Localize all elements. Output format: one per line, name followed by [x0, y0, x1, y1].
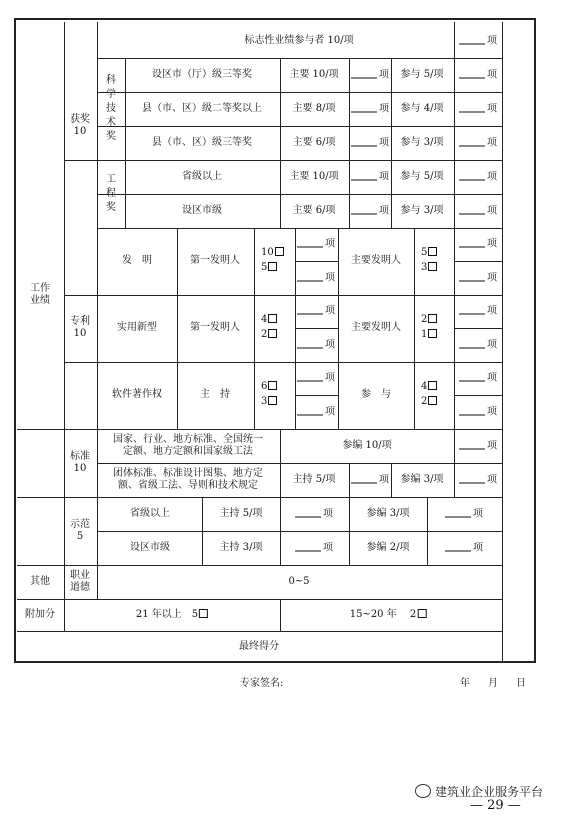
unit-label: 项 — [323, 508, 333, 520]
wechat-icon — [415, 784, 431, 798]
checkbox[interactable] — [268, 381, 277, 390]
sci-part-count[interactable] — [459, 137, 497, 150]
unit-label: 项 — [487, 205, 497, 217]
eng-level: 省级以上 — [182, 171, 222, 182]
grid-line — [97, 228, 502, 229]
patent-second-count-2[interactable] — [459, 406, 497, 419]
grid-line — [391, 58, 392, 228]
patent-first-option-1[interactable] — [261, 381, 277, 393]
patent-first-count-2[interactable] — [297, 339, 335, 352]
sci-part-score: 参与 4/项 — [400, 103, 444, 114]
score-value: 5 — [421, 247, 428, 258]
other-label: 其他 — [30, 576, 50, 587]
unit-label: 项 — [487, 372, 497, 384]
unit-label: 项 — [487, 137, 497, 149]
standard-row1-score: 参编 10/项 — [342, 440, 392, 451]
sci-main-count[interactable] — [351, 103, 389, 116]
patent-first-count-1[interactable] — [297, 238, 335, 251]
patent-second-count-1[interactable] — [459, 372, 497, 385]
ethics-range: 0~5 — [288, 576, 310, 587]
patent-second-role: 参 与 — [361, 389, 391, 400]
grid-line — [97, 228, 98, 429]
demo-main-score: 主持 5/项 — [219, 508, 263, 519]
checkbox[interactable] — [268, 396, 277, 405]
blank-line[interactable] — [459, 339, 485, 349]
blank-line[interactable] — [445, 508, 471, 518]
checkbox[interactable] — [428, 396, 437, 405]
sci-part-score: 参与 5/项 — [400, 69, 444, 80]
blank-line[interactable] — [459, 137, 485, 147]
patent-first-count-2[interactable] — [297, 272, 335, 285]
sci-level: 设区市（厅）级三等奖 — [152, 69, 252, 80]
blank-line[interactable] — [459, 205, 485, 215]
standard-row2-part-count[interactable] — [459, 474, 497, 487]
sci-main-count[interactable] — [351, 69, 389, 82]
unit-label: 项 — [379, 137, 389, 149]
grid-line — [17, 631, 502, 632]
checkbox[interactable] — [275, 247, 284, 256]
grid-line — [64, 599, 65, 631]
grid-line — [414, 228, 415, 429]
unit-label: 项 — [379, 205, 389, 217]
patent-first-option-2[interactable] — [261, 396, 277, 408]
blank-line[interactable] — [351, 205, 377, 215]
unit-label: 项 — [487, 474, 497, 486]
grid-line — [349, 58, 350, 228]
sci-part-score: 参与 3/项 — [400, 137, 444, 148]
grid-line — [97, 531, 502, 532]
demo-main-count[interactable] — [295, 508, 333, 521]
grid-line — [454, 328, 502, 329]
grid-line — [97, 92, 502, 93]
checkbox[interactable] — [428, 314, 437, 323]
work-performance-label: 工作 业绩 — [30, 283, 50, 306]
page-number: — 29 — — [470, 798, 521, 813]
blank-line[interactable] — [445, 542, 471, 552]
demo-part-count[interactable] — [445, 508, 483, 521]
demo-part-score: 参编 3/项 — [366, 508, 410, 519]
blank-line[interactable] — [459, 474, 485, 484]
sci-main-count[interactable] — [351, 137, 389, 150]
grid-line — [97, 126, 502, 127]
unit-label: 项 — [325, 406, 335, 418]
blank-line[interactable] — [351, 69, 377, 79]
unit-label: 项 — [487, 171, 497, 183]
blank-line[interactable] — [459, 406, 485, 416]
blank-line[interactable] — [297, 339, 323, 349]
demo-level: 省级以上 — [130, 508, 170, 519]
grid-line — [502, 22, 503, 663]
standard-row2-main: 主持 5/项 — [292, 474, 336, 485]
blank-line[interactable] — [459, 440, 485, 450]
unit-label: 项 — [379, 171, 389, 183]
expert-signature-label: 专家签名: — [240, 678, 284, 689]
blank-line[interactable] — [297, 305, 323, 315]
patent-second-count-2[interactable] — [459, 272, 497, 285]
score-value: 4 — [421, 381, 428, 392]
patent-second-role: 主要发明人 — [351, 322, 401, 333]
unit-label: 项 — [487, 339, 497, 351]
unit-label: 项 — [325, 372, 335, 384]
unit-label: 项 — [325, 238, 335, 250]
year-label: 年 — [460, 678, 470, 689]
grid-line — [125, 58, 126, 228]
sci-level: 县（市、区）级三等奖 — [152, 137, 252, 148]
grid-line — [64, 565, 65, 599]
eng-part-score: 参与 5/项 — [400, 171, 444, 182]
grid-line — [64, 362, 502, 363]
blank-line[interactable] — [459, 171, 485, 181]
grid-line — [280, 599, 281, 631]
grid-line — [454, 395, 502, 396]
patent-type: 实用新型 — [117, 322, 157, 333]
blank-line[interactable] — [351, 171, 377, 181]
unit-label: 项 — [325, 272, 335, 284]
sci-main-score: 主要 8/项 — [292, 103, 336, 114]
grid-line — [17, 599, 502, 600]
sci-main-score: 主要 6/项 — [292, 137, 336, 148]
standard-row2-part: 参编 3/项 — [400, 474, 444, 485]
standard-row2-main-count[interactable] — [351, 474, 389, 487]
score-value: 2 — [421, 314, 428, 325]
patent-first-role: 主 持 — [200, 389, 230, 400]
eng-part-count[interactable] — [459, 205, 497, 218]
unit-label: 项 — [325, 339, 335, 351]
unit-label: 项 — [379, 103, 389, 115]
checkbox[interactable] — [268, 329, 277, 338]
bonus-option-15-20[interactable]: 15~20 年 2 — [350, 609, 427, 621]
score-value: 2 — [421, 396, 428, 407]
patent-second-option-1[interactable] — [421, 381, 437, 393]
patent-first-role: 第一发明人 — [190, 255, 240, 266]
score-value: 3 — [261, 396, 268, 407]
patent-second-option-2[interactable] — [421, 396, 437, 408]
patent-second-option-2[interactable] — [421, 329, 437, 341]
patent-first-option-2[interactable] — [261, 329, 277, 341]
eng-main-score: 主要 6/项 — [292, 205, 336, 216]
ethics-label: 职业 道德 — [70, 570, 90, 593]
blank-line[interactable] — [351, 137, 377, 147]
demo-main-score: 主持 3/项 — [219, 542, 263, 553]
blank-line[interactable] — [351, 474, 377, 484]
score-value: 2 — [261, 329, 268, 340]
landmark-count[interactable] — [459, 35, 497, 48]
eng-main-count[interactable] — [351, 205, 389, 218]
grid-line — [295, 261, 338, 262]
grid-line — [454, 22, 455, 228]
patent-second-role: 主要发明人 — [351, 255, 401, 266]
blank-line[interactable] — [459, 69, 485, 79]
unit-label: 项 — [487, 440, 497, 452]
patent-second-count-1[interactable] — [459, 305, 497, 318]
month-label: 月 — [488, 678, 498, 689]
sci-part-count[interactable] — [459, 69, 497, 82]
grid-line — [97, 160, 502, 161]
eng-level: 设区市级 — [182, 205, 222, 216]
patent-first-count-1[interactable] — [297, 372, 335, 385]
grid-line — [64, 160, 97, 161]
final-score-label: 最终得分 — [239, 641, 279, 652]
blank-line[interactable] — [459, 103, 485, 113]
grid-line — [97, 194, 502, 195]
standard-group-label: 标准 10 — [70, 451, 90, 474]
standard-row1-desc: 国家、行业、地方标准、全国统一 定额、地方定额和国家级工法 — [113, 434, 263, 457]
demo-level: 设区市级 — [130, 542, 170, 553]
blank-line[interactable] — [459, 305, 485, 315]
bonus-option-21-plus[interactable]: 21 年以上 5 — [136, 609, 208, 621]
patent-type: 发 明 — [122, 255, 152, 266]
checkbox[interactable] — [428, 381, 437, 390]
patent-second-option-1[interactable] — [421, 247, 437, 259]
patent-first-option-1[interactable] — [261, 247, 284, 259]
blank-line[interactable] — [459, 238, 485, 248]
checkbox[interactable] — [268, 314, 277, 323]
sci-level: 县（市、区）级二等奖以上 — [142, 103, 262, 114]
score-value: 5 — [261, 262, 268, 273]
unit-label: 项 — [487, 272, 497, 284]
patent-first-count-1[interactable] — [297, 305, 335, 318]
grid-line — [338, 228, 339, 429]
date-fields — [460, 674, 526, 689]
eng-part-count[interactable] — [459, 171, 497, 184]
landmark-item: 标志性业绩参与者 10/项 — [244, 35, 354, 46]
eng-part-score: 参与 3/项 — [400, 205, 444, 216]
eng-main-score: 主要 10/项 — [289, 171, 339, 182]
eng-main-count[interactable] — [351, 171, 389, 184]
patent-group-label: 专利 10 — [70, 316, 90, 339]
grid-line — [349, 463, 350, 497]
unit-label: 项 — [487, 69, 497, 81]
patent-first-role: 第一发明人 — [190, 322, 240, 333]
blank-line[interactable] — [459, 372, 485, 382]
score-value: 10 — [261, 247, 274, 258]
sci-award-label: 科 学 技 术 奖 — [106, 75, 116, 142]
blank-line[interactable] — [295, 508, 321, 518]
grid-line — [64, 295, 502, 296]
unit-label: 项 — [379, 69, 389, 81]
unit-label: 项 — [323, 542, 333, 554]
demo-part-score: 参编 2/项 — [366, 542, 410, 553]
bonus-label: 附加分 — [25, 609, 55, 620]
standard-row1-count[interactable] — [459, 440, 497, 453]
eng-award-label: 工 程 奖 — [106, 174, 116, 213]
patent-second-option-1[interactable] — [421, 314, 437, 326]
patent-type: 软件著作权 — [112, 389, 162, 400]
grid-line — [254, 228, 255, 429]
unit-label: 项 — [379, 474, 389, 486]
patent-first-option-1[interactable] — [261, 314, 277, 326]
sci-main-score: 主要 10/项 — [289, 69, 339, 80]
blank-line[interactable] — [351, 103, 377, 113]
grid-line — [295, 395, 338, 396]
grid-line — [17, 565, 502, 566]
grid-line — [64, 22, 65, 599]
day-label: 日 — [516, 678, 526, 689]
unit-label: 项 — [325, 305, 335, 317]
blank-line[interactable] — [459, 35, 485, 45]
unit-label: 项 — [473, 542, 483, 554]
grid-line — [391, 463, 392, 497]
grid-line — [97, 565, 98, 599]
checkbox[interactable] — [428, 262, 437, 271]
checkbox[interactable] — [428, 247, 437, 256]
grid-line — [280, 58, 281, 228]
patent-second-option-2[interactable] — [421, 262, 437, 274]
watermark-text: 建筑业企业服务平台 — [435, 785, 544, 799]
score-value: 3 — [421, 262, 428, 273]
demo-part-count[interactable] — [445, 542, 483, 555]
patent-first-count-2[interactable] — [297, 406, 335, 419]
grid-line — [17, 497, 502, 498]
standard-row2-desc: 团体标准、标准设计图集、地方定 额、省级工法、导则和技术规定 — [113, 468, 263, 491]
evaluation-table — [14, 18, 536, 663]
patent-second-count-2[interactable] — [459, 339, 497, 352]
blank-line[interactable] — [297, 238, 323, 248]
checkbox[interactable] — [417, 609, 426, 618]
checkbox[interactable] — [199, 609, 208, 618]
patent-first-option-2[interactable] — [261, 262, 277, 274]
grid-line — [97, 463, 502, 464]
blank-line[interactable] — [297, 406, 323, 416]
unit-label: 项 — [487, 35, 497, 47]
grid-line — [17, 429, 502, 430]
demo-main-count[interactable] — [295, 542, 333, 555]
blank-line[interactable] — [295, 542, 321, 552]
grid-line — [295, 328, 338, 329]
blank-line[interactable] — [459, 272, 485, 282]
checkbox[interactable] — [268, 262, 277, 271]
checkbox[interactable] — [428, 329, 437, 338]
score-value: 4 — [261, 314, 268, 325]
unit-label: 项 — [473, 508, 483, 520]
patent-second-count-1[interactable] — [459, 238, 497, 251]
award-group-label: 获奖 10 — [70, 114, 90, 137]
score-value: 1 — [421, 329, 428, 340]
grid-line — [177, 228, 178, 429]
demo-group-label: 示范 5 — [70, 519, 90, 542]
score-value: 6 — [261, 381, 268, 392]
unit-label: 项 — [487, 305, 497, 317]
unit-label: 项 — [487, 238, 497, 250]
sci-part-count[interactable] — [459, 103, 497, 116]
unit-label: 项 — [487, 103, 497, 115]
grid-line — [97, 58, 502, 59]
blank-line[interactable] — [297, 372, 323, 382]
unit-label: 项 — [487, 406, 497, 418]
grid-line — [454, 261, 502, 262]
blank-line[interactable] — [297, 272, 323, 282]
